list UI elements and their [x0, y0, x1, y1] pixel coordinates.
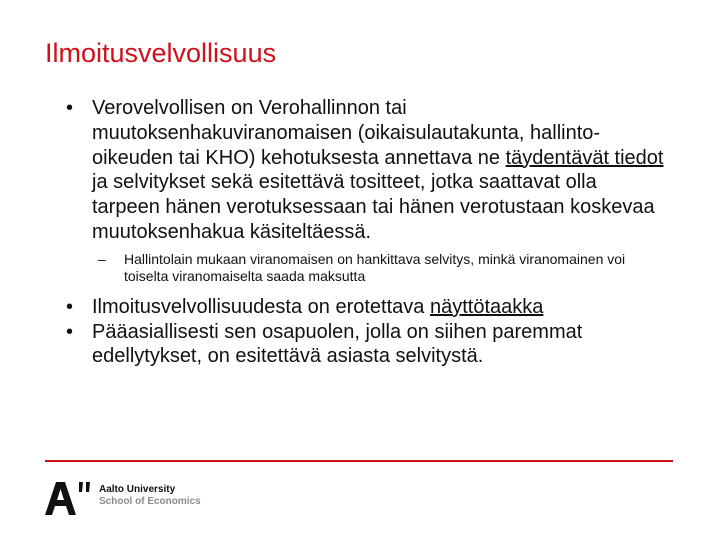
bullet-mark: •	[66, 320, 74, 343]
bullet-mark: •	[66, 295, 74, 318]
bullet-text: Verovelvollisen on Verohallinnon tai muutoksenhakuviranomaisen (oikaisulautakunta, hallinto-oikeuden tai KHO) kehotuksesta annettava ne	[92, 97, 601, 169]
underlined-term: täydentävät tiedot	[505, 146, 664, 169]
bullet-item-3	[66, 320, 666, 370]
bullet-text: Pääasiallisesti sen osapuolen, jolla on siihen paremmat edellytykset, on esitettävä asiasta selvitystä.	[92, 320, 583, 368]
logo-university-name: Aalto University	[99, 484, 176, 495]
bullet-mark: •	[66, 97, 74, 119]
logo-school-name: School of Economics	[99, 496, 201, 507]
aalto-logo-icon	[45, 480, 95, 516]
bullet-item-1	[66, 96, 666, 245]
sub-bullet-text: Hallintolain mukaan viranomaisen on hankittava selvitys, minkä viranomainen voi toiselta viranomaiselta saada maksutta	[124, 250, 626, 284]
logo-text	[99, 484, 201, 508]
footer-divider	[45, 460, 673, 462]
bullet-item-2	[66, 295, 666, 320]
sub-bullet-mark: –	[98, 250, 106, 267]
sub-bullet-item	[66, 251, 666, 285]
bullet-text: Ilmoitusvelvollisuudesta on erotettava	[92, 295, 430, 318]
slide-title: Ilmoitusvelvollisuus	[45, 38, 277, 68]
slide-body	[66, 96, 666, 369]
underlined-term: näyttötaakka	[429, 295, 544, 318]
bullet-text-continued: ja selvitykset sekä esitettävä tositteet, jotka saattavat olla tarpeen hänen verotuksessaan tai hänen verotustaan koskevaa muutoksenhakua käsiteltäessä.	[92, 171, 655, 243]
